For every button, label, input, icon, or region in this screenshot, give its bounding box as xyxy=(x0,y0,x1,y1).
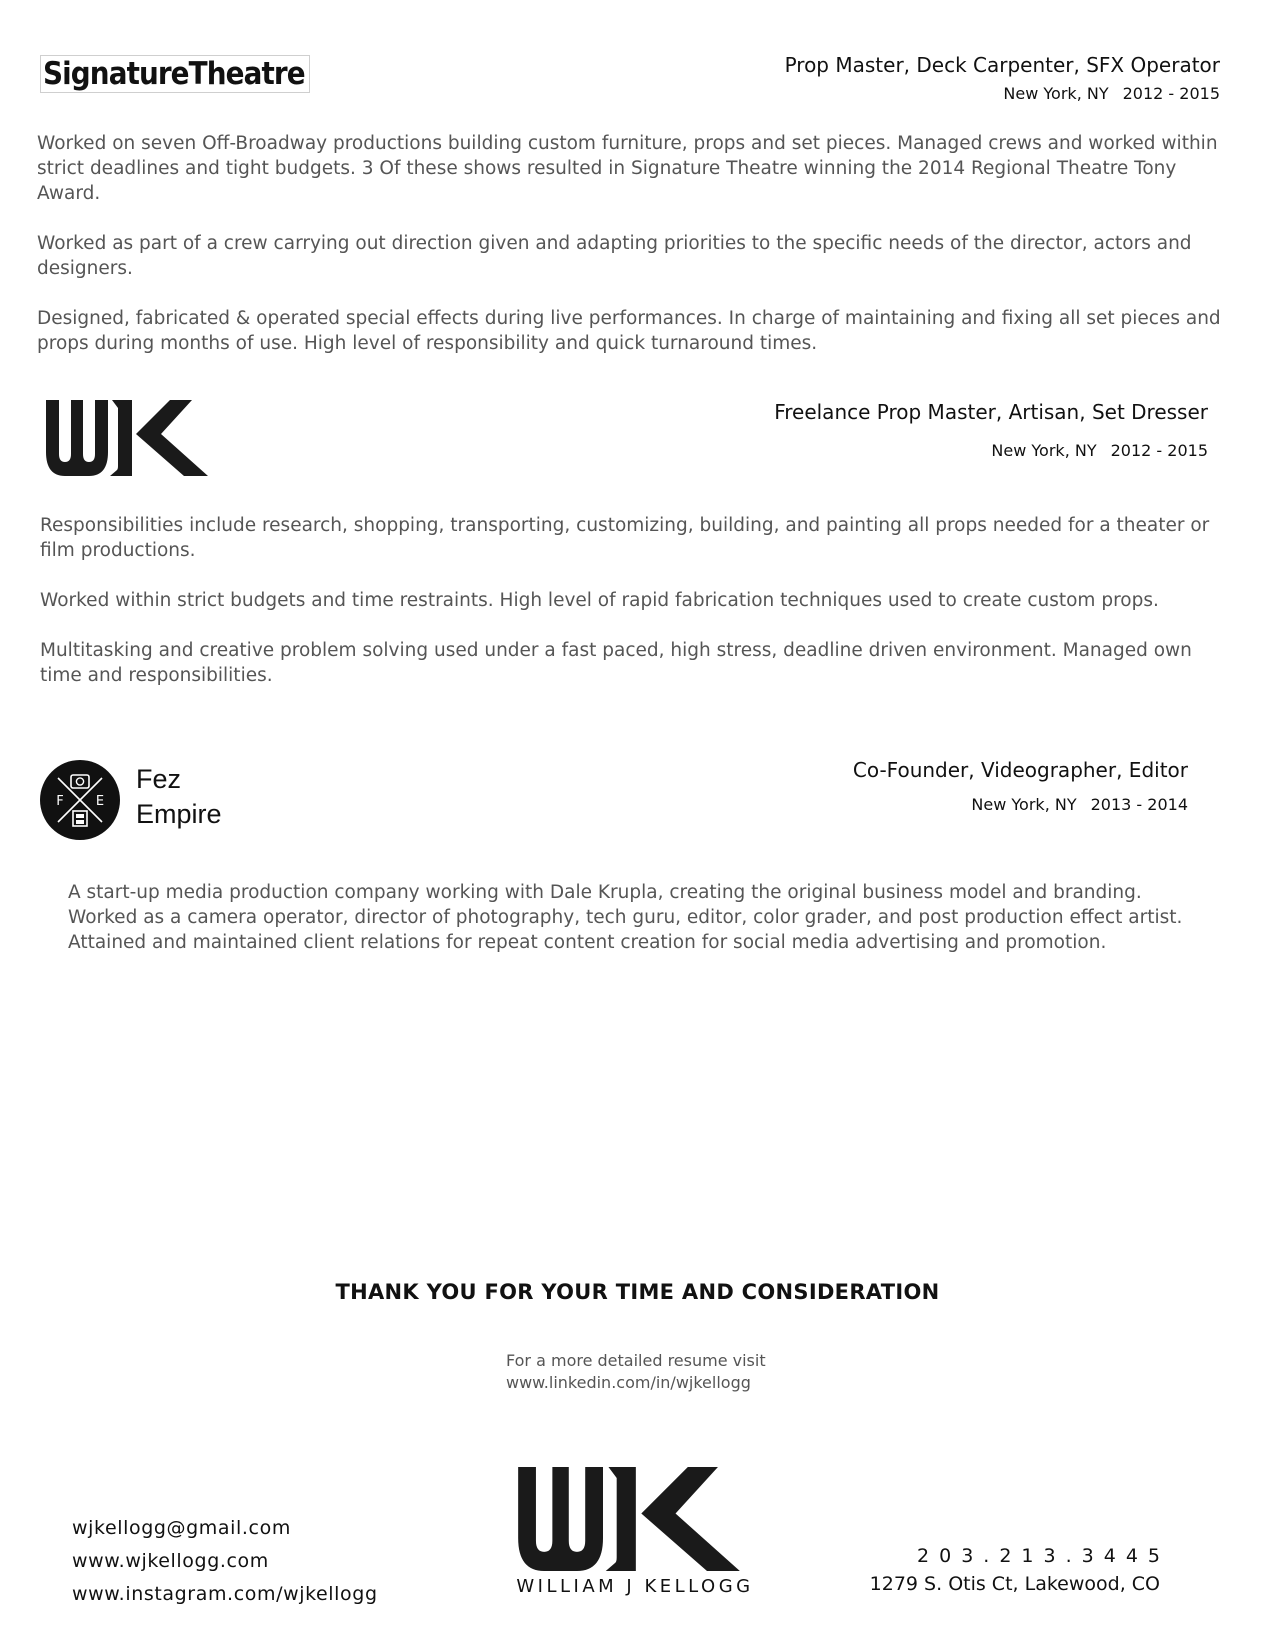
signature-meta xyxy=(1003,84,1220,103)
fez-empire-badge xyxy=(40,760,120,840)
freelance-paragraph: Multitasking and creative problem solving used under a fast paced, high stress, deadline driven environment. Managed own time and responsibilities. xyxy=(40,640,1192,686)
freelance-paragraph: Worked within strict budgets and time restraints. High level of rapid fabrication techniques used to create custom props. xyxy=(40,590,1159,611)
full-name: WILLIAM J KELLOGG xyxy=(516,1576,754,1597)
instagram-link[interactable]: www.instagram.com/wjkellogg xyxy=(72,1583,378,1605)
linkedin-link[interactable]: www.linkedin.com/in/wjkellogg xyxy=(506,1373,751,1392)
freelance-dates: 2012 - 2015 xyxy=(1110,441,1208,460)
fez-meta xyxy=(971,795,1188,814)
linkedin-note-line: For a more detailed resume visit xyxy=(506,1351,766,1370)
phone-number[interactable]: 203.213.3445 xyxy=(917,1545,1170,1567)
fez-line: Attained and maintained client relations for repeat content creation for social media advertising and promotion. xyxy=(68,932,1107,953)
freelance-paragraph: Responsibilities include research, shopping, transporting, customizing, building, and painting all props needed for a theater or film productions. xyxy=(40,515,1210,561)
signature-role: Prop Master, Deck Carpenter, SFX Operator xyxy=(784,53,1220,77)
fez-wordmark-line1: Fez xyxy=(136,764,182,794)
signature-dates: 2012 - 2015 xyxy=(1122,84,1220,103)
freelance-description xyxy=(40,513,1210,713)
fez-dates: 2013 - 2014 xyxy=(1090,795,1188,814)
fez-line: A start-up media production company working with Dale Krupla, creating the original business model and branding. xyxy=(68,882,1142,903)
signature-location: New York, NY xyxy=(1003,84,1109,103)
address: 1279 S. Otis Ct, Lakewood, CO xyxy=(869,1573,1160,1595)
signature-description xyxy=(37,131,1232,381)
signature-paragraph: Worked as part of a crew carrying out direction given and adapting priorities to the specific needs of the director, actors and designers. xyxy=(37,233,1192,279)
fez-location: New York, NY xyxy=(971,795,1077,814)
fez-description xyxy=(68,880,1228,955)
badge-letter-e: E xyxy=(95,794,105,809)
freelance-location: New York, NY xyxy=(991,441,1097,460)
fez-role: Co-Founder, Videographer, Editor xyxy=(852,758,1188,782)
signature-theatre-logo xyxy=(40,55,310,93)
signature-paragraph: Worked on seven Off-Broadway productions building custom furniture, props and set pieces. Managed crews and worked within strict deadlines and tight budgets. 3 Of these shows resulted in Signature Theatre winning the 2014 Regional Theatre Tony Award. xyxy=(37,133,1218,204)
website-link[interactable]: www.wjkellogg.com xyxy=(72,1550,269,1572)
signature-paragraph: Designed, fabricated & operated special effects during live performances. In charge of maintaining and fixing all set pieces and props during months of use. High level of responsibility and quick turnaround times. xyxy=(37,308,1221,354)
thank-you-heading: THANK YOU FOR YOUR TIME AND CONSIDERATION xyxy=(335,1280,940,1304)
badge-letter-f: F xyxy=(56,794,64,809)
wk-footer-logo xyxy=(515,1467,743,1571)
wk-footer-logo-mark xyxy=(515,1467,743,1571)
wk-logo-mark xyxy=(46,400,208,476)
freelance-role: Freelance Prop Master, Artisan, Set Dresser xyxy=(774,400,1208,424)
fez-line: Worked as a camera operator, director of photography, tech guru, editor, color grader, and post production effect artist. xyxy=(68,907,1183,928)
linkedin-note xyxy=(506,1350,766,1394)
phone-address xyxy=(869,1542,1170,1598)
fez-wordmark-line2: Empire xyxy=(136,799,222,829)
email-link[interactable]: wjkellogg@gmail.com xyxy=(72,1517,291,1539)
signature-theatre-logo-text: SignatureTheatre xyxy=(43,56,305,92)
freelance-meta xyxy=(991,441,1208,460)
wk-logo xyxy=(46,400,208,476)
fez-empire-wordmark xyxy=(136,762,222,832)
contact-links xyxy=(72,1512,378,1611)
camera-cross-icon xyxy=(40,760,120,840)
